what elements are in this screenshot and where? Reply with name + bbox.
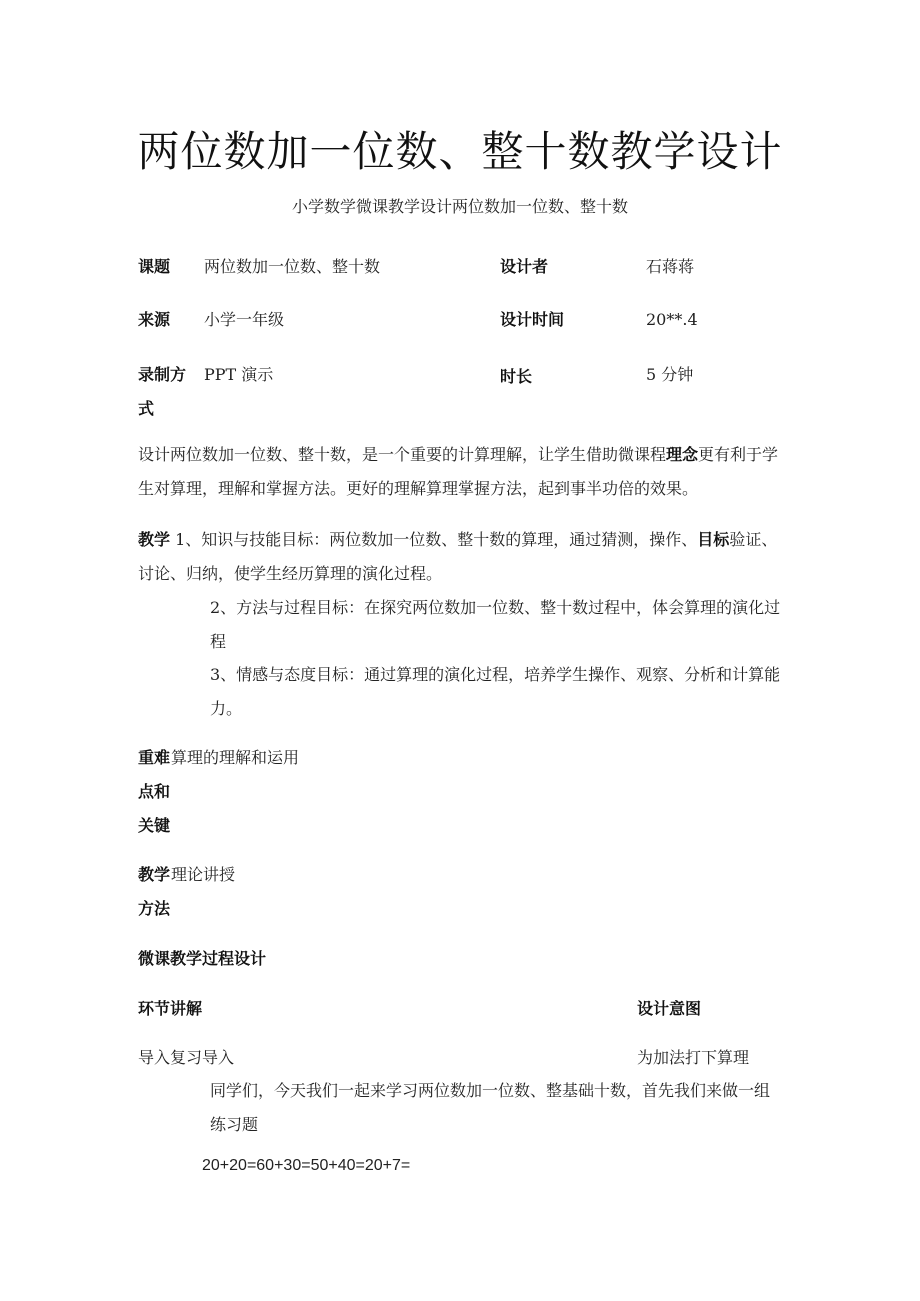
process-col-left-header: 环节讲解 (138, 999, 203, 1018)
teaching-method-value: 理论讲授 (171, 865, 236, 884)
topic-label: 课题 (138, 257, 171, 276)
duration-value: 5 分钟 (646, 365, 694, 384)
goals-lead-label: 教学 (138, 530, 171, 549)
goals-bold-term: 目标 (697, 530, 730, 549)
process-col-right-header: 设计意图 (637, 999, 702, 1018)
goal1-text-end: 验证、讨论、归纳，使学生经历算理的演化过程。 (138, 530, 778, 583)
process-row1-step: 导入复习导入 (138, 1048, 235, 1067)
source-value: 小学一年级 (204, 310, 285, 329)
practice-equations: 20+20=60+30=50+40=20+7= (202, 1157, 411, 1174)
intro-text-start: 设计两位数加一位数、整十数，是一个重要的计算理解，让学生借助微课程 (138, 445, 667, 464)
source-label: 来源 (138, 310, 171, 329)
teaching-method-label-line2: 方法 (138, 899, 171, 918)
designer-value: 石蒋蒋 (646, 257, 695, 276)
topic-value: 两位数加一位数、整十数 (204, 257, 381, 276)
record-method-value: PPT 演示 (204, 365, 274, 384)
process-row1-text: 同学们，今天我们一起来学习两位数加一位数、整基础十数，首先我们来做一组练习题 (210, 1081, 771, 1134)
teaching-method-label (138, 858, 170, 926)
record-method-label (138, 358, 186, 426)
key-points-label-line1: 重难 (138, 748, 171, 767)
design-time-value: 20**.4 (646, 310, 698, 329)
process-row1-intent: 为加法打下算理 (637, 1048, 750, 1067)
key-points-label (138, 741, 170, 843)
record-method-label-line1: 录制方 (138, 365, 187, 384)
teaching-goal-3: 3、情感与态度目标：通过算理的演化过程，培养学生操作、观察、分析和计算能力。 (210, 665, 781, 718)
teaching-method-label-line1: 教学 (138, 865, 171, 884)
key-points-value: 算理的理解和运用 (171, 748, 300, 767)
teaching-goals-1 (138, 523, 784, 591)
design-time-label: 设计时间 (500, 310, 565, 329)
document-subtitle: 小学数学微课教学设计两位数加一位数、整十数 (291, 197, 628, 216)
key-points-label-line3: 关键 (138, 816, 171, 835)
intro-paragraph (138, 438, 784, 506)
goal1-text-start: 1、知识与技能目标：两位数加一位数、整十数的算理，通过猜测，操作、 (170, 530, 698, 549)
teaching-goal-2: 2、方法与过程目标：在探究两位数加一位数、整十数过程中，体会算理的演化过程 (210, 598, 781, 651)
process-heading: 微课教学过程设计 (138, 949, 267, 968)
document-title: 两位数加一位数、整十数教学设计 (137, 127, 783, 176)
key-points-label-line2: 点和 (138, 782, 171, 801)
record-method-label-line2: 式 (138, 399, 155, 418)
designer-label: 设计者 (500, 257, 549, 276)
intro-text-end: 更有利于学生对算理，理解和掌握方法。更好的理解算理掌握方法，起到事半功倍的效果。 (138, 445, 779, 498)
intro-bold-term: 理念 (666, 445, 699, 464)
duration-label: 时长 (500, 367, 533, 386)
